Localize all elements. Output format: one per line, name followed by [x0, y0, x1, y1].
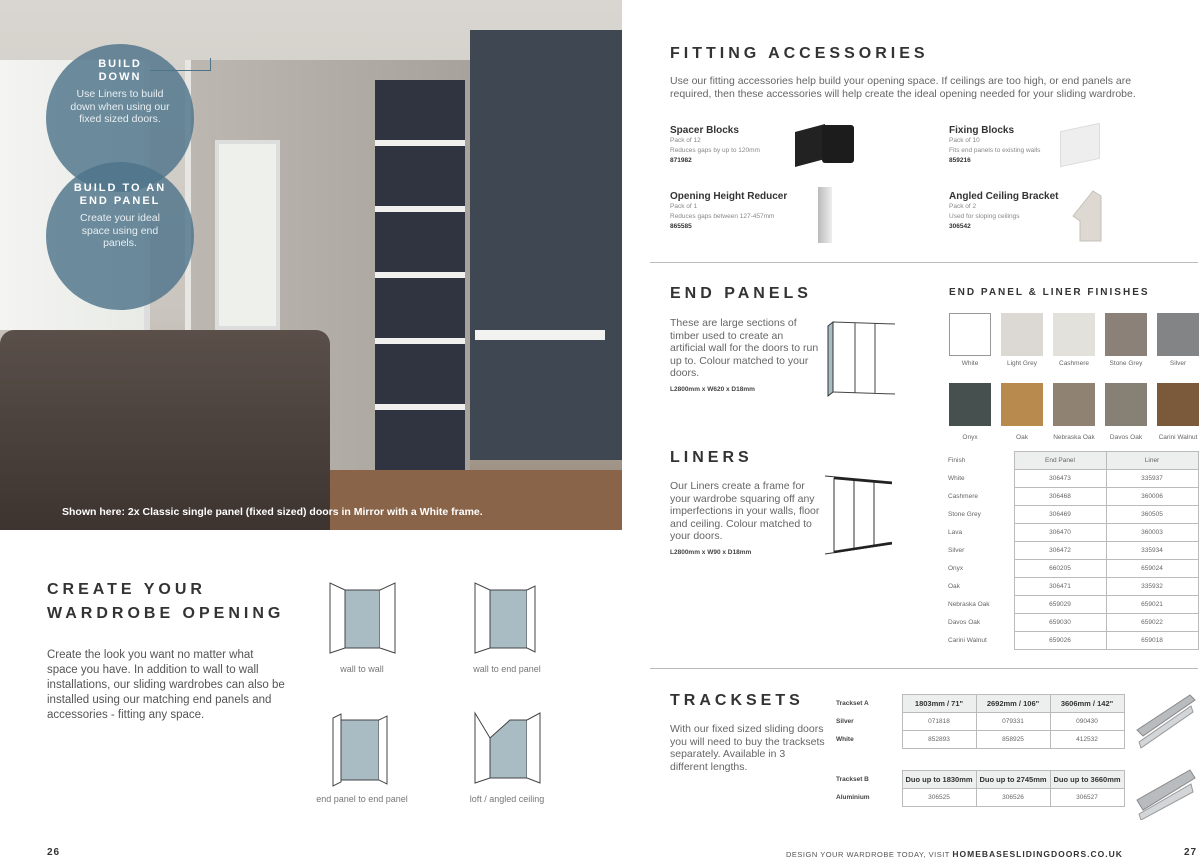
accessory-code: 865585	[670, 223, 692, 230]
height-reducer-image	[818, 187, 832, 243]
diagram-label: loft / angled ceiling	[469, 794, 545, 804]
finishes-title: END PANEL & LINER FINISHES	[949, 287, 1150, 298]
swatch-light-grey	[1001, 313, 1043, 356]
table-cell: 306473	[1014, 470, 1106, 488]
accessory-code: 859216	[949, 157, 971, 164]
callout-text: Use Liners to build down when using our fixed sized doors.	[70, 88, 170, 125]
swatch-label: Light Grey	[1007, 360, 1037, 367]
accessory-spacer-blocks	[670, 125, 760, 166]
diagram-label: wall to end panel	[473, 664, 541, 674]
photo-wall	[470, 30, 622, 460]
row-label: Silver	[836, 718, 854, 725]
callout-text: Create your ideal space using end panels.	[80, 212, 160, 249]
spacer-blocks-image	[795, 124, 825, 167]
liners-title: LINERS	[670, 449, 753, 466]
photo-sofa	[0, 330, 330, 530]
table-cell: 360003	[1106, 524, 1198, 542]
row-label: Lava	[948, 529, 963, 536]
swatch-label: White	[961, 360, 979, 367]
accessory-code: 871982	[670, 157, 692, 164]
table-row	[944, 470, 1198, 488]
swatch-onyx	[949, 383, 991, 426]
table-row	[944, 542, 1198, 560]
accessory-opening-height-reducer	[670, 191, 787, 232]
accessory-angled-ceiling-bracket	[949, 191, 1058, 232]
table-cell: 335934	[1106, 542, 1198, 560]
row-label: White	[836, 736, 854, 743]
footer-url[interactable]: HOMEBASESLIDINGDOORS.CO.UK	[952, 849, 1123, 859]
accessory-pack: Pack of 2	[949, 203, 977, 210]
table-row	[944, 506, 1198, 524]
photo-shelves	[375, 80, 465, 520]
row-label: White	[948, 475, 965, 482]
fitting-title: FITTING ACCESSORIES	[670, 45, 929, 62]
footer-prefix: DESIGN YOUR WARDROBE TODAY, VISIT	[786, 850, 950, 859]
row-label: Oak	[948, 583, 960, 590]
photo-caption: Shown here: 2x Classic single panel (fixed sized) doors in Mirror with a White frame.	[62, 506, 483, 518]
row-label: Davos Oak	[948, 619, 981, 626]
accessory-code: 306542	[949, 223, 971, 230]
liners-text: Our Liners create a frame for your wardrobe squaring off any imperfections in your walls, floor and ceiling. Colour matched to your doors.	[670, 480, 820, 542]
opening-title	[47, 578, 284, 626]
table-row	[944, 578, 1198, 596]
callout-build-to-end-panel	[46, 162, 194, 310]
table-header: Duo up to 2745mm	[976, 771, 1050, 789]
end-panel-diagram	[825, 318, 895, 398]
trackset-label: Trackset B	[836, 776, 869, 783]
table-header: Liner	[1106, 452, 1198, 470]
table-cell: 660205	[1014, 560, 1106, 578]
table-cell: 306527	[1050, 789, 1124, 807]
diagram-label: wall to wall	[340, 664, 384, 674]
swatch-nebraska-oak	[1053, 383, 1095, 426]
accessory-pack: Pack of 12	[670, 137, 701, 144]
swatch-davos-oak	[1105, 383, 1147, 426]
table-cell: 079331	[976, 713, 1050, 731]
liners-description	[670, 480, 820, 557]
end-panels-description	[670, 317, 820, 394]
angled-bracket-image	[1068, 186, 1108, 242]
table-header: End Panel	[1014, 452, 1106, 470]
table-row	[944, 596, 1198, 614]
table-cell: 360006	[1106, 488, 1198, 506]
callout-line	[210, 58, 211, 71]
callout-title: BUILD TO AN END PANEL	[73, 182, 167, 207]
photo-mirror-reflection	[215, 140, 280, 330]
table-cell: 659030	[1014, 614, 1106, 632]
opening-title-line: WARDROBE OPENING	[47, 605, 285, 622]
liner-diagram	[822, 472, 892, 557]
fitting-intro: Use our fitting accessories help build your opening space. If ceilings are too high, or end panels are required, then these accessories will help create the ideal opening needed for your sliding wardrobe.	[670, 75, 1136, 100]
table-cell: 335937	[1106, 470, 1198, 488]
swatch-label: Onyx	[962, 434, 978, 441]
swatch-label: Nebraska Oak	[1053, 434, 1095, 441]
table-row	[836, 731, 1124, 749]
swatch-label: Carini Walnut	[1158, 434, 1198, 441]
table-cell: 659018	[1106, 632, 1198, 650]
table-cell: 659026	[1014, 632, 1106, 650]
accessory-desc: Reduces gaps by up to 120mm	[670, 147, 760, 154]
photo-desk	[475, 330, 605, 340]
footer-cta	[786, 849, 1123, 859]
table-cell: 306470	[1014, 524, 1106, 542]
row-label: Carini Walnut	[948, 637, 987, 644]
spacer-blocks-image	[822, 125, 854, 163]
liners-dims: L2800mm x W90 x D18mm	[670, 548, 752, 556]
loft-angled-ceiling-diagram	[465, 708, 555, 790]
trackset-images	[1135, 690, 1197, 820]
table-cell: 306526	[976, 789, 1050, 807]
opening-text: Create the look you want no matter what space you have. In addition to wall to wall installations, our sliding wardrobes can also be installed using our matching end panels and accessories - fitting any space.	[47, 649, 285, 721]
table-header: 3606mm / 142"	[1050, 695, 1124, 713]
table-row	[944, 488, 1198, 506]
tracksets-text: With our fixed sized sliding doors you will need to buy the tracksets separately. Available in 3 different lengths.	[670, 723, 825, 773]
table-cell: 852893	[902, 731, 976, 749]
end-panels-title: END PANELS	[670, 285, 812, 302]
swatch-cashmere	[1053, 313, 1095, 356]
table-cell: 659021	[1106, 596, 1198, 614]
table-cell: 858925	[976, 731, 1050, 749]
section-divider	[650, 262, 1198, 263]
end-panels-dims: L2800mm x W620 x D18mm	[670, 385, 755, 393]
table-cell: 659022	[1106, 614, 1198, 632]
swatch-carini-walnut	[1157, 383, 1199, 426]
wall-to-end-panel-diagram	[465, 578, 555, 660]
row-label: Aluminium	[836, 794, 870, 801]
table-row	[944, 524, 1198, 542]
page-number-left: 26	[47, 847, 61, 858]
table-cell: 306472	[1014, 542, 1106, 560]
tracksets-title: TRACKSETS	[670, 692, 804, 709]
table-row	[836, 789, 1124, 807]
swatch-stone-grey	[1105, 313, 1147, 356]
accessory-pack: Pack of 1	[670, 203, 698, 210]
row-label: Cashmere	[948, 493, 978, 500]
accessory-desc: Fits end panels to existing walls	[949, 147, 1041, 154]
table-cell: 306471	[1014, 578, 1106, 596]
table-cell: 306525	[902, 789, 976, 807]
table-row	[944, 560, 1198, 578]
table-cell: 306468	[1014, 488, 1106, 506]
swatch-silver	[1157, 313, 1199, 356]
accessory-name: Opening Height Reducer	[670, 191, 788, 202]
accessory-desc: Reduces gaps between 127-457mm	[670, 213, 775, 220]
row-label: Onyx	[948, 565, 964, 572]
accessory-name: Fixing Blocks	[949, 125, 1015, 136]
table-cell: 071818	[902, 713, 976, 731]
table-cell: 412532	[1050, 731, 1124, 749]
table-header: Duo up to 1830mm	[902, 771, 976, 789]
swatch-label: Stone Grey	[1109, 360, 1143, 367]
trackset-b-table	[836, 770, 1125, 807]
table-row	[836, 713, 1124, 731]
end-panels-text: These are large sections of timber used to create an artificial wall for the doors to run up to. Colour matched to your doors.	[670, 317, 819, 379]
table-header: 1803mm / 71"	[902, 695, 976, 713]
accessory-pack: Pack of 10	[949, 137, 980, 144]
table-row	[944, 614, 1198, 632]
accessory-name: Angled Ceiling Bracket	[949, 191, 1059, 202]
table-cell: 360505	[1106, 506, 1198, 524]
swatch-label: Oak	[1016, 434, 1028, 441]
fixing-blocks-image	[1060, 123, 1100, 168]
table-cell: 659029	[1014, 596, 1106, 614]
photo-floor	[330, 470, 622, 530]
swatch-label: Cashmere	[1059, 360, 1089, 367]
diagram-label: end panel to end panel	[316, 794, 408, 804]
table-header: 2692mm / 106"	[976, 695, 1050, 713]
swatch-label: Silver	[1169, 360, 1187, 367]
trackset-a-table	[836, 694, 1125, 749]
accessory-desc: Used for sloping ceilings	[949, 213, 1020, 220]
table-header: Finish	[948, 457, 966, 464]
opening-title-line: CREATE YOUR	[47, 581, 206, 598]
swatch-white	[949, 313, 991, 356]
row-label: Stone Grey	[948, 511, 981, 518]
row-label: Silver	[948, 547, 965, 554]
section-divider	[650, 668, 1198, 669]
wall-to-wall-diagram	[315, 578, 405, 660]
trackset-label: Trackset A	[836, 700, 869, 707]
table-header: Duo up to 3660mm	[1050, 771, 1124, 789]
row-label: Nebraska Oak	[948, 601, 990, 608]
table-row	[944, 632, 1198, 650]
end-panel-to-end-panel-diagram	[315, 708, 405, 790]
finishes-table	[944, 451, 1199, 650]
table-cell: 090430	[1050, 713, 1124, 731]
table-cell: 306469	[1014, 506, 1106, 524]
table-cell: 335932	[1106, 578, 1198, 596]
room-photo	[0, 0, 622, 530]
accessory-name: Spacer Blocks	[670, 125, 739, 136]
accessory-fixing-blocks	[949, 125, 1040, 166]
page-number-right: 27	[1184, 847, 1198, 858]
swatch-oak	[1001, 383, 1043, 426]
swatch-label: Davos Oak	[1109, 434, 1143, 441]
callout-title: BUILD DOWN	[98, 58, 142, 83]
table-cell: 659024	[1106, 560, 1198, 578]
